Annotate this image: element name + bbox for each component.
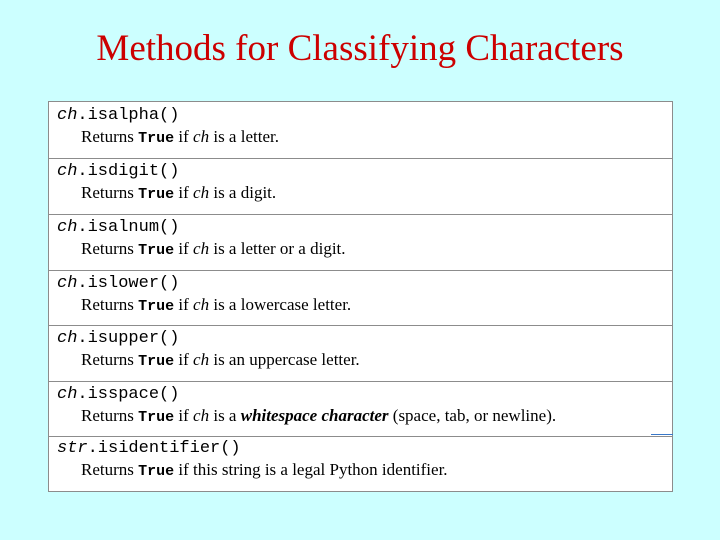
desc-text: Returns [81, 183, 139, 202]
receiver-var: ch [57, 218, 78, 237]
desc-var: ch [193, 127, 210, 146]
method-signature [57, 162, 179, 182]
method-name: .isupper() [77, 329, 180, 348]
desc-text: Returns [81, 460, 139, 479]
desc-text: is a letter or a digit. [209, 239, 346, 258]
method-description [81, 295, 351, 317]
desc-text: Returns [81, 350, 139, 369]
desc-var: ch [193, 239, 210, 258]
desc-text: is a letter. [209, 127, 279, 146]
desc-text: is an uppercase letter. [209, 350, 360, 369]
method-name: .isdigit() [77, 162, 180, 181]
desc-code: True [138, 463, 175, 480]
method-name: .isspace() [77, 385, 180, 404]
desc-text: if [174, 239, 194, 258]
method-signature [57, 385, 179, 405]
desc-text: Returns [81, 406, 139, 425]
method-row-isidentifier [49, 436, 672, 491]
desc-var: ch [193, 295, 210, 314]
method-signature [57, 106, 179, 126]
method-row-isalnum [49, 214, 672, 270]
desc-text: Returns [81, 239, 139, 258]
desc-text: if [174, 295, 194, 314]
receiver-var: ch [57, 162, 78, 181]
desc-text: if this string is a legal Python identifier. [174, 460, 448, 479]
desc-text: Returns [81, 127, 139, 146]
method-row-isspace [49, 381, 672, 437]
method-signature [57, 218, 179, 238]
method-description [81, 127, 279, 149]
receiver-var: str [57, 439, 88, 458]
desc-text: if [174, 350, 194, 369]
method-description [81, 406, 556, 428]
accent-line [651, 434, 673, 435]
desc-text: Returns [81, 295, 139, 314]
receiver-var: ch [57, 329, 78, 348]
desc-text: (space, tab, or newline). [388, 406, 557, 425]
receiver-var: ch [57, 274, 78, 293]
method-row-islower [49, 270, 672, 326]
method-signature [57, 274, 179, 294]
desc-var: ch [193, 350, 210, 369]
method-name: .isalnum() [77, 218, 180, 237]
method-row-isdigit [49, 158, 672, 214]
desc-var: ch [193, 183, 210, 202]
desc-text: if [174, 406, 194, 425]
desc-var: ch [193, 406, 210, 425]
desc-term: whitespace character [240, 406, 389, 425]
desc-text: is a [209, 406, 241, 425]
method-row-isupper [49, 325, 672, 381]
method-name: .islower() [77, 274, 180, 293]
method-name: .isidentifier() [87, 439, 241, 458]
slide-title: Methods for Classifying Characters [96, 28, 624, 69]
receiver-var: ch [57, 106, 78, 125]
method-description [81, 239, 346, 261]
desc-code: True [138, 242, 175, 259]
desc-text: is a digit. [209, 183, 277, 202]
desc-code: True [138, 130, 175, 147]
method-description [81, 183, 276, 205]
method-row-isalpha [49, 102, 672, 158]
receiver-var: ch [57, 385, 78, 404]
desc-text: if [174, 127, 194, 146]
desc-text: if [174, 183, 194, 202]
method-description [81, 460, 448, 482]
methods-table [48, 101, 673, 492]
desc-code: True [138, 186, 175, 203]
method-signature [57, 439, 241, 459]
desc-code: True [138, 298, 175, 315]
method-name: .isalpha() [77, 106, 180, 125]
method-signature [57, 329, 179, 349]
method-description [81, 350, 360, 372]
desc-text: is a lowercase letter. [209, 295, 352, 314]
desc-code: True [138, 409, 175, 426]
desc-code: True [138, 353, 175, 370]
